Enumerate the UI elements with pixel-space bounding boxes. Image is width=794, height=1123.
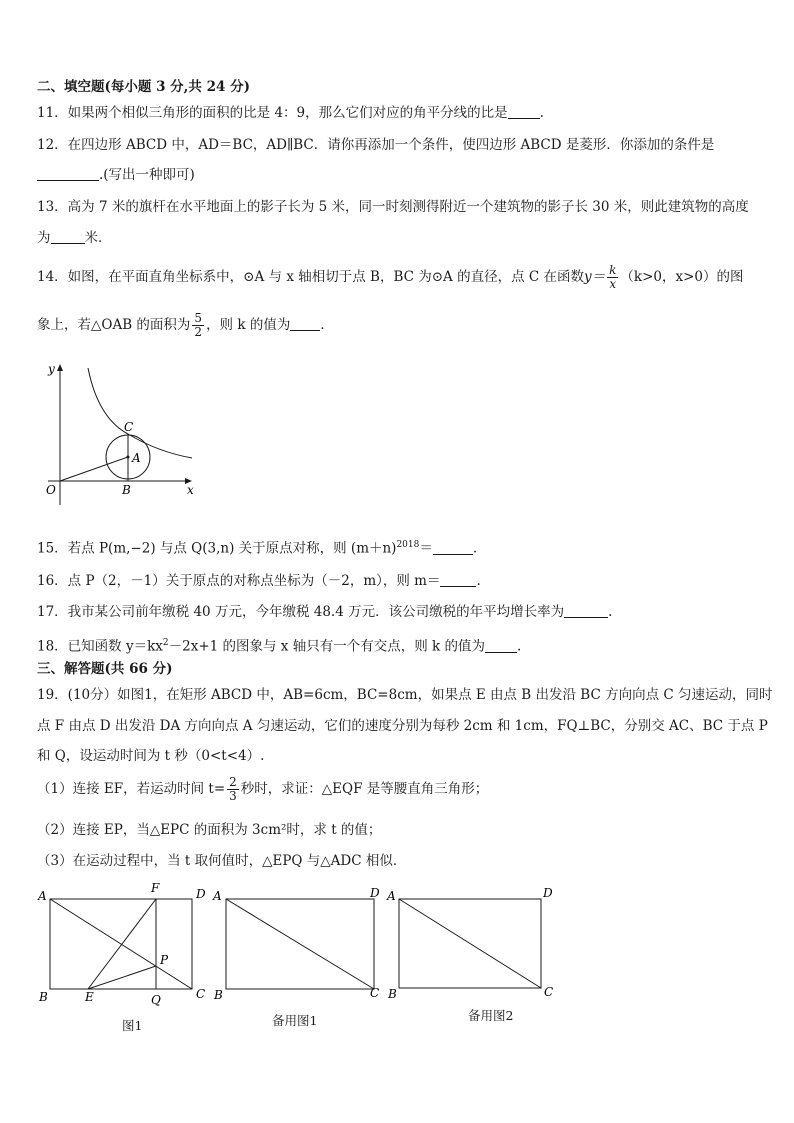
q14-func-fraction (607, 264, 618, 291)
question-14-line-2 (37, 310, 759, 340)
question-19-line-2: 点 F 由点 D 出发沿 DA 方向向点 A 匀速运动，它们的速度分别为每秒 2cm 和 1cm，FQ⊥BC，分别交 AC、BC 于点 P (37, 718, 768, 734)
fig3-label-c: C (544, 985, 554, 999)
q13-answer-blank[interactable] (51, 230, 85, 244)
fig2-label-d: D (370, 886, 380, 900)
q14-coordinate-figure (40, 360, 205, 510)
segment-oa (60, 457, 128, 481)
fig1-label-f: F (151, 881, 160, 895)
q15-end: . (472, 540, 478, 557)
question-12-line-2 (37, 166, 759, 184)
hyperbola-curve (88, 368, 192, 458)
q14-area-num: 5 (194, 311, 203, 325)
question-11 (37, 104, 759, 122)
q19-p1-fraction (227, 776, 239, 803)
q18-text-a: 18．已知函数 y＝kx (37, 638, 163, 655)
q14-area-den: 2 (194, 325, 203, 339)
q16-end: . (476, 573, 481, 589)
fig1-label-b: B (39, 990, 48, 1004)
fig1-label-a: A (38, 889, 47, 903)
fig2-label-a: A (213, 889, 222, 903)
figure-1-caption: 图1 (122, 1018, 143, 1033)
q14-answer-blank[interactable] (290, 317, 320, 331)
q11-end: . (539, 105, 544, 121)
fig2-label-c: C (370, 986, 380, 1000)
question-19-line-3: 和 Q，设运动时间为 t 秒（0<t<4）. (37, 748, 265, 764)
fig1-label-e: E (85, 990, 94, 1004)
segment-ep (88, 966, 156, 989)
segment-ef (88, 899, 156, 989)
q17-end: . (608, 604, 613, 620)
question-12-line-1: 12．在四边形 ABCD 中，AD＝BC，AD∥BC．请你再添加一个条件，使四边形 ABCD 是菱形．你添加的条件是 (37, 137, 715, 153)
fig1-label-p: P (160, 953, 169, 967)
fig3-label-a: A (387, 889, 396, 903)
q18-end: . (516, 638, 522, 655)
section-2-title: 二、填空题(每小题 3 分,共 24 分) (37, 79, 250, 95)
backup-figure-1-caption: 备用图1 (272, 1013, 318, 1028)
q18-exponent: 2 (162, 638, 169, 648)
label-c: C (124, 420, 134, 434)
question-19-part-2: （2）连接 EP，当△EPC 的面积为 3cm²时，求 t 的值； (37, 822, 382, 838)
q14-func-num: k (609, 263, 617, 277)
q14-text-a: 14．如图，在平面直角坐标系中，⊙A 与 x 轴相切于点 B，BC 为⊙A 的直径，点 C 在函数 (37, 269, 584, 285)
fig3-label-d: D (543, 886, 553, 900)
q18-text-b: －2x+1 的图象与 x 轴只有一个有交点，则 k 的值为 (168, 638, 485, 655)
point-a (127, 456, 130, 459)
q14-text-b: （k>0，x>0）的图 (620, 269, 744, 285)
question-18 (37, 634, 759, 656)
fig1-label-d: D (196, 887, 206, 901)
question-15 (37, 536, 759, 558)
q13-end: 米． (84, 230, 112, 246)
fig2-label-b: B (214, 988, 223, 1002)
q17-answer-blank[interactable] (564, 604, 608, 618)
question-19-line-1: 19．(10分）如图1，在矩形 ABCD 中，AB=6cm，BC=8cm，如果点 E 由点 B 出发沿 BC 方向向点 C 匀速运动，同时 (37, 687, 773, 703)
q15-exponent: 2018 (396, 540, 420, 550)
backup-figure-1 (208, 878, 388, 1008)
q14-func-den: x (609, 277, 617, 291)
q18-answer-blank[interactable] (485, 639, 517, 653)
q12-answer-blank[interactable] (37, 167, 99, 181)
diagonal-ac-fig2 (226, 899, 374, 989)
q17-text: 17．我市某公司前年缴税 40 万元，今年缴税 48.4 万元．该公司缴税的年平均增长率为 (37, 604, 565, 620)
diagonal-ac-fig3 (399, 899, 541, 988)
fig3-label-b: B (388, 987, 397, 1001)
q11-text: 11．如果两个相似三角形的面积的比是 4：9，那么它们对应的角平分线的比是 (37, 105, 508, 121)
q19-p1-text-a: （1）连接 EF，若运动时间 t= (37, 781, 226, 797)
q15-answer-blank[interactable] (433, 541, 473, 555)
question-13-line-1: 13．高为 7 米的旗杆在水平地面上的影子长为 5 米，同一时刻测得附近一个建筑物的影子长 30 米，则此建筑物的高度 (37, 199, 749, 215)
q14-func-y: y＝ (584, 269, 606, 285)
q19-p1-num: 2 (229, 775, 237, 789)
label-x: x (187, 483, 194, 497)
section-3-title: 三、解答题(共 66 分) (37, 661, 173, 677)
label-b: B (122, 483, 131, 497)
question-14-line-1 (37, 262, 759, 292)
backup-figure-2 (382, 878, 562, 1008)
q14-text-d: ，则 k 的值为 (206, 317, 291, 333)
q14-end: ． (320, 317, 334, 333)
question-17 (37, 603, 759, 621)
question-19-part-3: （3）在运动过程中，当 t 取何值时，△EPQ 与△ADC 相似． (37, 853, 407, 869)
q14-area-fraction (192, 312, 204, 339)
q19-p1-text-b: 秒时，求证：△EQF 是等腰直角三角形； (240, 781, 489, 797)
q15-text-b: ＝ (419, 540, 433, 557)
label-o: O (46, 483, 56, 497)
figure-1 (30, 878, 220, 1008)
q11-answer-blank[interactable] (508, 105, 540, 119)
label-y: y (48, 362, 55, 376)
q15-text-a: 15．若点 P(m,−2) 与点 Q(3,n) 关于原点对称，则 (m＋n) (37, 540, 397, 557)
y-axis-arrow (57, 364, 63, 371)
question-16 (37, 572, 759, 590)
q14-text-c: 象上，若△OAB 的面积为 (37, 317, 191, 333)
fig1-label-q: Q (151, 993, 161, 1007)
question-19-part-1 (37, 774, 759, 804)
diagonal-ac-fig1 (50, 899, 192, 989)
q16-answer-blank[interactable] (440, 573, 476, 587)
q19-p1-den: 3 (229, 789, 237, 803)
backup-figure-2-caption: 备用图2 (468, 1008, 514, 1023)
q13-start: 为 (37, 230, 51, 246)
q16-text: 16．点 P（2，－1）关于原点的对称点坐标为（－2，m），则 m＝ (37, 573, 441, 589)
fig1-label-c: C (196, 987, 206, 1001)
label-a: A (132, 451, 141, 465)
question-13-line-2 (37, 229, 759, 247)
q12-end: .(写出一种即可) (99, 167, 195, 183)
